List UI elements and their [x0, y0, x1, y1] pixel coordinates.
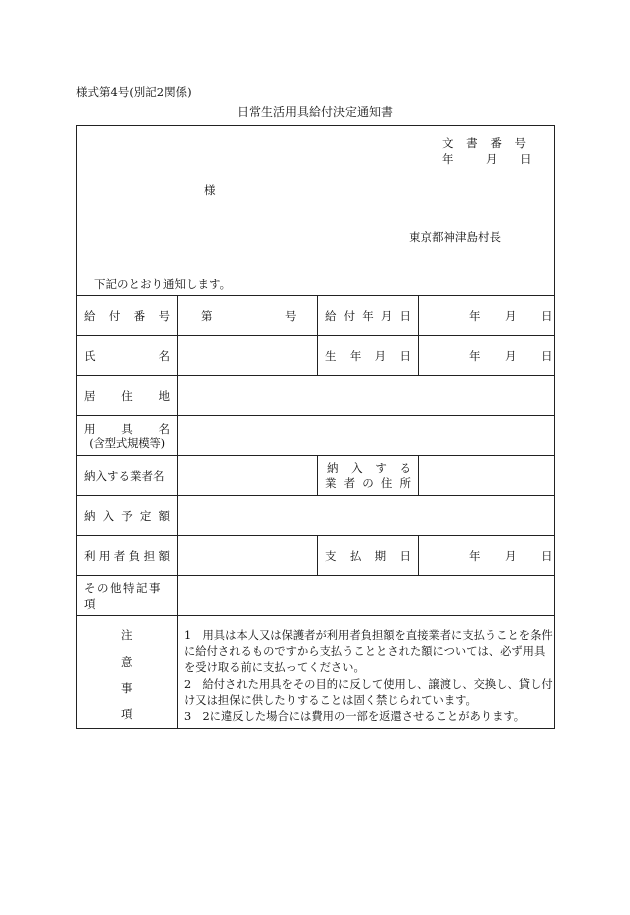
birth-date-field[interactable] [419, 336, 555, 375]
vendor-name-label [77, 456, 177, 495]
name-label-text: 氏 名 [84, 348, 170, 363]
planned-amount-field[interactable] [178, 496, 555, 535]
residence-field[interactable] [178, 376, 555, 415]
doc-number-label [442, 135, 528, 151]
issue-date [442, 151, 532, 166]
other-notes-field[interactable] [178, 576, 555, 615]
notes-list [184, 628, 554, 725]
form-id: 様式第4号(別記2関係) [76, 85, 192, 99]
grant-date-month: 月 [505, 308, 517, 323]
grant-date-year: 年 [469, 308, 481, 323]
grant-number-prefix: 第 [201, 308, 213, 323]
grant-number-label [77, 296, 177, 335]
other-notes-label [77, 576, 177, 615]
doc-number-label-text: 文 書 番 号 [442, 136, 528, 150]
notes-label [77, 616, 177, 729]
equipment-label-line2: (含型式規模等) [89, 435, 165, 450]
issue-date-day: 日 [520, 152, 532, 166]
birth-date-label [318, 336, 418, 375]
planned-amount-label-text: 納 入 予 定 額 [84, 508, 170, 523]
birth-date-label-text: 生 年 月 日 [325, 348, 411, 363]
note-item: 2 給付された用具をその目的に反して使用し、譲渡し、交換し、貸し付け又は担保に供したりすることは固く禁じられています。 [184, 677, 553, 707]
vendor-address-label-line1: 納 入 す る [327, 460, 411, 475]
issuer-name: 東京都神津島村長 [409, 230, 501, 244]
planned-amount-label [77, 496, 177, 535]
residence-label-text: 居 住 地 [84, 388, 170, 403]
note-item: 1 用具は本人又は保護者が利用者負担額を直接業者に支払うことを条件に給付されるものですから支払うこととされた額については、必ず用具を受け取る前に支払ってください。 [184, 629, 553, 675]
note-item: 3 2に違反した場合には費用の一部を返還させることがあります。 [184, 710, 526, 724]
equipment-label [77, 416, 177, 455]
grant-number-suffix: 号 [285, 308, 297, 323]
vendor-address-label [318, 456, 418, 495]
payment-due-label [318, 536, 418, 575]
notes-label-char: 注 [121, 628, 133, 642]
birth-date-day: 日 [541, 348, 553, 363]
document-title: 日常生活用具給付決定通知書 [236, 105, 393, 119]
payment-due-field[interactable] [419, 536, 555, 575]
birth-date-year: 年 [469, 348, 481, 363]
payment-due-day: 日 [541, 548, 553, 563]
birth-date-month: 月 [505, 348, 517, 363]
name-field[interactable] [178, 336, 317, 375]
notes-label-char: 項 [121, 707, 133, 721]
issue-date-month: 月 [486, 152, 498, 166]
payment-due-year: 年 [469, 548, 481, 563]
equipment-label-line1: 用 具 名 [84, 421, 170, 436]
payment-due-label-text: 支 払 期 日 [325, 548, 411, 563]
form-frame [76, 125, 555, 729]
vendor-name-field[interactable] [178, 456, 317, 495]
grant-date-day: 日 [541, 308, 553, 323]
grant-number-label-text: 給 付 番 号 [84, 308, 170, 323]
equipment-field[interactable] [178, 416, 555, 455]
user-burden-field[interactable] [178, 536, 317, 575]
residence-label [77, 376, 177, 415]
grant-date-label [318, 296, 418, 335]
vendor-address-field[interactable] [419, 456, 555, 495]
vendor-address-label-line2: 業 者 の 住 所 [325, 475, 411, 490]
user-burden-label-text: 利 用 者 負 担 額 [84, 548, 170, 563]
other-notes-label-text: その他特記事項 [84, 580, 162, 611]
user-burden-label [77, 536, 177, 575]
notes-label-char: 事 [121, 681, 133, 695]
payment-due-month: 月 [505, 548, 517, 563]
header-section [77, 126, 554, 296]
grant-date-field[interactable] [419, 296, 555, 335]
notice-text: 下記のとおり通知します。 [94, 277, 232, 291]
addressee-suffix: 様 [204, 183, 216, 197]
vendor-name-label-text: 納入する業者名 [84, 468, 165, 483]
grant-number-field[interactable] [178, 296, 317, 335]
issue-date-year: 年 [442, 152, 454, 166]
grant-date-label-text: 給 付 年 月 日 [325, 308, 411, 323]
name-label [77, 336, 177, 375]
notes-label-char: 意 [121, 655, 133, 669]
